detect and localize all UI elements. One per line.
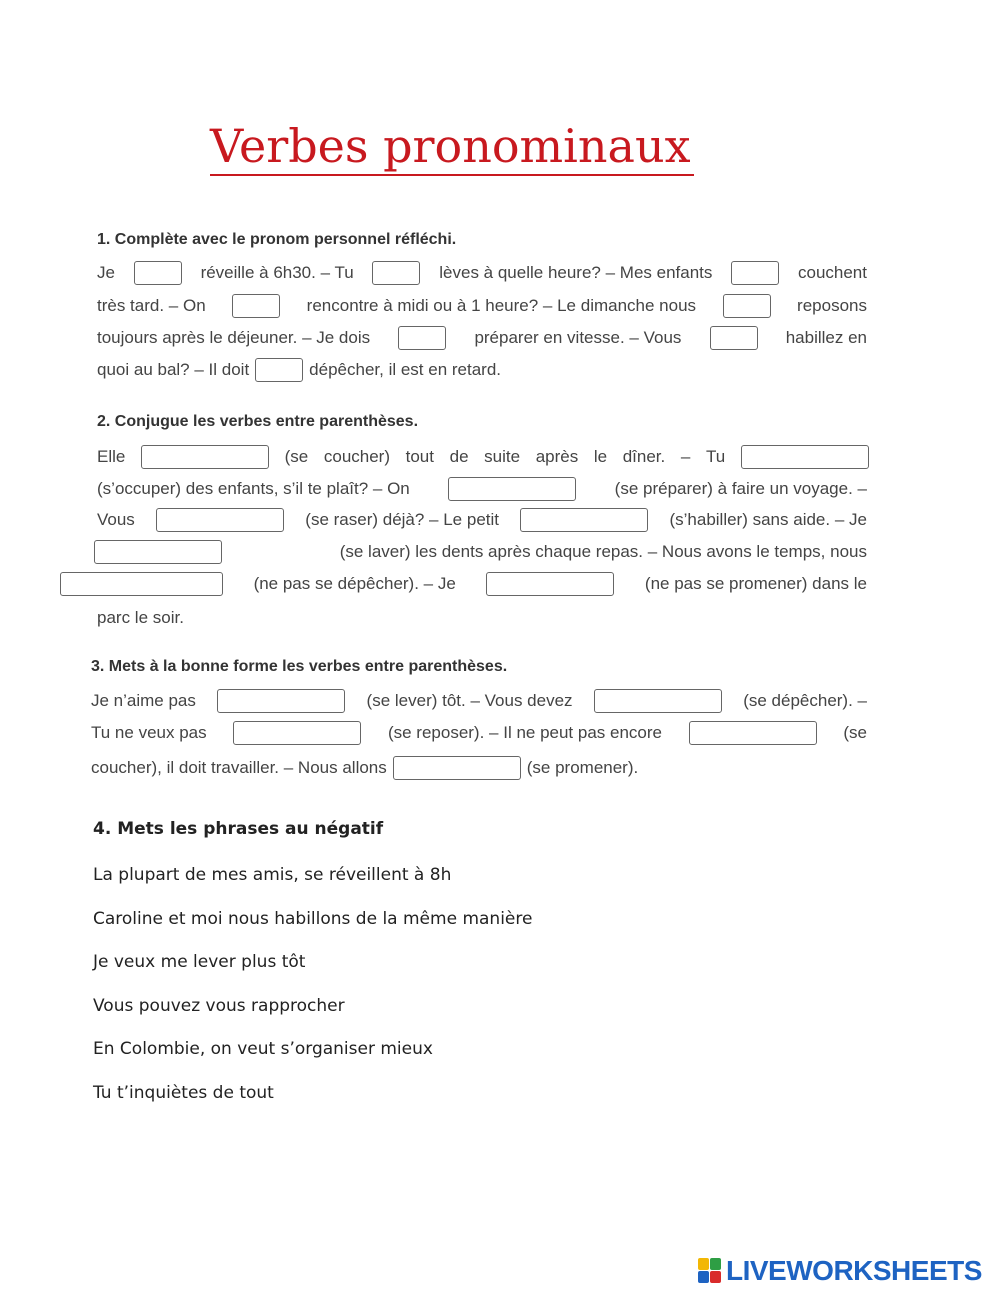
sentence-text: Elle: [97, 447, 126, 466]
worksheet-title: Verbes pronominaux: [210, 119, 691, 173]
sentence-text: très tard. – On: [97, 296, 206, 315]
sentence-text: coucher), il doit travailler. – Nous allons: [91, 758, 387, 777]
sentence-text: (se reposer). – Il ne peut pas encore: [387, 723, 662, 742]
answer-blank[interactable]: [94, 540, 222, 564]
exercise-1-heading: 1. Complète avec le pronom personnel réfléchi.: [97, 231, 457, 248]
sentence-text: reposons: [797, 296, 867, 315]
negative-sentence: En Colombie, on veut s’organiser mieux: [93, 1039, 433, 1059]
answer-blank[interactable]: [233, 721, 361, 745]
sentence-text: (se laver) les dents après chaque repas. – Nous avons le temps, nous: [339, 542, 867, 561]
sentence-text: réveille à 6h30. – Tu: [200, 263, 354, 282]
sentence-text: parc le soir.: [97, 608, 184, 627]
sentence-text: (s’habiller) sans aide. – Je: [669, 510, 867, 529]
sentence-text: Vous: [97, 510, 135, 529]
sentence-text: (ne pas se dépêcher). – Je: [253, 574, 456, 593]
sentence-text: préparer en vitesse. – Vous: [474, 328, 682, 347]
sentence-text: Tu: [705, 447, 726, 466]
exercise-3-line-1: [91, 686, 867, 716]
sentence-text: après: [535, 447, 579, 466]
sentence-text: (se promener).: [526, 758, 639, 777]
exercise-1-line-3: [97, 323, 867, 353]
sentence-text: (ne pas se promener) dans le: [644, 574, 867, 593]
answer-blank[interactable]: [731, 261, 779, 285]
exercise-3-line-2: [91, 718, 867, 748]
exercise-4-heading: 4. Mets les phrases au négatif: [93, 819, 384, 839]
sentence-text: Je n’aime pas: [91, 691, 196, 710]
negative-sentence: Tu t’inquiètes de tout: [93, 1082, 274, 1103]
sentence-text: Tu ne veux pas: [91, 723, 207, 742]
exercise-2-line-4: [94, 537, 867, 567]
exercise-2-heading: 2. Conjugue les verbes entre parenthèses.: [97, 413, 419, 430]
sentence-text: rencontre à midi ou à 1 heure? – Le dimanche nous: [306, 296, 697, 315]
exercise-2-line-5: [60, 569, 867, 599]
sentence-text: toujours après le déjeuner. – Je dois: [97, 328, 371, 347]
answer-blank[interactable]: [398, 326, 446, 350]
negative-sentence: Caroline et moi nous habillons de la même manière: [93, 908, 533, 929]
sentence-text: dîner.: [622, 447, 666, 466]
sentence-text: suite: [484, 447, 521, 466]
negative-sentence: La plupart de mes amis, se réveillent à 8h: [93, 865, 452, 885]
answer-blank[interactable]: [141, 445, 269, 469]
sentence-text: (se préparer) à faire un voyage. –: [614, 479, 867, 498]
answer-blank[interactable]: [520, 508, 648, 532]
answer-blank[interactable]: [710, 326, 758, 350]
answer-blank[interactable]: [594, 689, 722, 713]
sentence-text: Je: [97, 263, 115, 282]
exercise-2-line-2: [97, 474, 867, 504]
sentence-text: (se dépêcher). –: [743, 691, 867, 710]
logo-text: LIVEWORKSHEETS: [726, 1255, 982, 1286]
exercise-3-line-3: [91, 753, 638, 783]
liveworksheets-logo: [698, 1254, 982, 1288]
answer-blank[interactable]: [723, 294, 771, 318]
sentence-text: le: [593, 447, 608, 466]
sentence-text: (s’occuper) des enfants, s’il te plaît? – On: [97, 479, 410, 498]
answer-blank[interactable]: [486, 572, 614, 596]
answer-blank[interactable]: [393, 756, 521, 780]
sentence-text: couchent: [797, 263, 867, 282]
logo-blocks-icon: [698, 1258, 722, 1284]
answer-blank[interactable]: [60, 572, 223, 596]
sentence-text: coucher): [323, 447, 390, 466]
answer-blank[interactable]: [372, 261, 420, 285]
answer-blank[interactable]: [232, 294, 280, 318]
sentence-text: –: [680, 447, 691, 466]
answer-blank[interactable]: [156, 508, 284, 532]
answer-blank[interactable]: [448, 477, 576, 501]
sentence-text: lèves à quelle heure? – Mes enfants: [439, 263, 713, 282]
exercise-2-line-1: [97, 442, 869, 472]
answer-blank[interactable]: [741, 445, 869, 469]
negative-sentence: Vous pouvez vous rapprocher: [93, 995, 345, 1016]
exercise-1-line-2: [97, 291, 867, 321]
sentence-text: dépêcher, il est en retard.: [309, 360, 502, 379]
exercise-3-heading: 3. Mets à la bonne forme les verbes entre parenthèses.: [91, 658, 508, 675]
exercise-1-line-4: [97, 355, 501, 385]
answer-blank[interactable]: [217, 689, 345, 713]
exercise-2-line-3: [97, 505, 867, 535]
sentence-text: tout: [405, 447, 434, 466]
answer-blank[interactable]: [134, 261, 182, 285]
sentence-text: (se: [284, 447, 309, 466]
sentence-text: de: [449, 447, 469, 466]
sentence-text: habillez en: [785, 328, 867, 347]
sentence-text: (se raser) déjà? – Le petit: [305, 510, 499, 529]
negative-sentence: Je veux me lever plus tôt: [93, 952, 306, 972]
sentence-text: (se lever) tôt. – Vous devez: [366, 691, 573, 710]
sentence-text: (se: [843, 723, 867, 742]
answer-blank[interactable]: [255, 358, 303, 382]
exercise-4-sentence-list: [93, 860, 532, 1121]
exercise-2-line-6: [97, 603, 184, 633]
exercise-1-line-1: [97, 258, 867, 288]
title-underline: [210, 174, 694, 176]
sentence-text: quoi au bal? – Il doit: [97, 360, 250, 379]
answer-blank[interactable]: [689, 721, 817, 745]
